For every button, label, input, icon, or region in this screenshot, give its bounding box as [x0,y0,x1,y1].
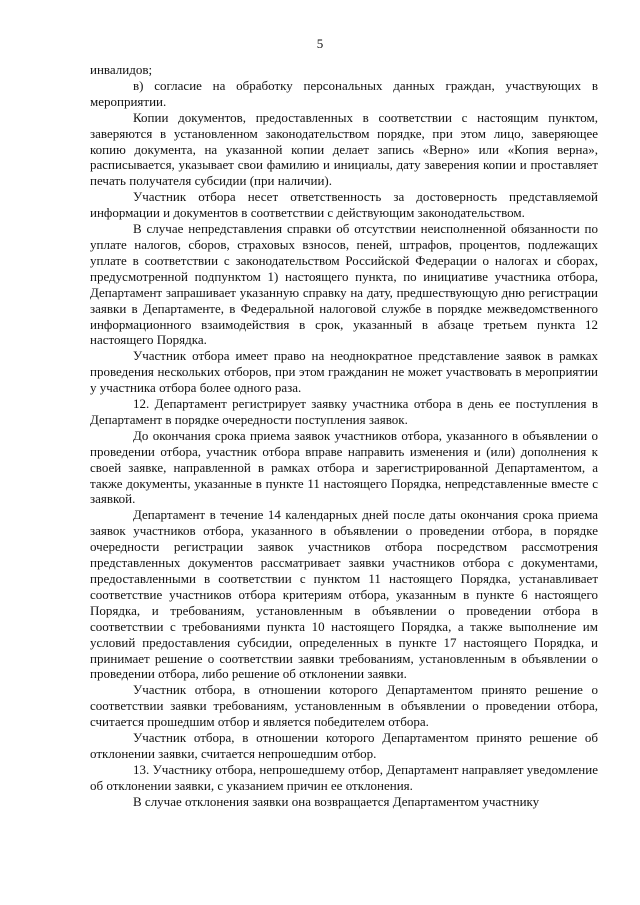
paragraph-return: В случае отклонения заявки она возвращается Департаментом участнику [133,793,540,809]
paragraph-item-12: 12. Департамент регистрирует заявку участника отбора в день ее поступления в Департамент в порядке очередности поступления заявок. [90,396,598,427]
paragraph-winner: Участник отбора, в отношении которого Департаментом принято решение о соответствии заявки требованиям, установленным в объявлении о проведении отбора, считается прошедшим отбор и является победителем отбора. [90,682,598,730]
document-body [90,62,598,810]
paragraph-review: Департамент в течение 14 календарных дней после даты окончания срока приема заявок участников отбора, указанного в объявлении о проведении отбора, в порядке очередности регистрации заявок участников отбора посредством рассмотрения представленных документов рассматривает заявки участников отбора с документами, предоставленными в соответствии с пунктом 11 настоящего Порядка, устанавливает соответствие участников отбора критериям отбора, указанным в пункте 6 настоящего Порядка, и требованиям, установленным в объявлении о проведении отбора в соответствии с требованиями пункта 10 настоящего Порядка, а также выполнение им условий предоставления субсидии, определенных в пункте 17 настоящего Порядка, и принимает решение о соответствии заявки требованиям, установленным в объявлении о проведении отбора, либо решение об отклонении заявки. [90,507,598,682]
paragraph-consent: в) согласие на обработку персональных данных граждан, участвующих в мероприятии. [90,77,598,109]
paragraph-responsibility: Участник отбора несет ответственность за достоверность представляемой информации и документов в соответствии с действующим законодательством. [90,189,598,221]
paragraph-item-13: 13. Участнику отбора, непрошедшему отбор, Департамент направляет уведомление об отклонении заявки, с указанием причин ее отклонения. [90,761,598,793]
paragraph-repeated-applications: Участник отбора имеет право на неоднократное представление заявок в рамках проведения нескольких отборов, при этом гражданин не может участвовать в мероприятии у участника отбора более одного раза. [90,348,598,396]
paragraph-tax-certificate: В случае непредставления справки об отсутствии неисполненной обязанности по уплате налогов, сборов, страховых взносов, пеней, штрафов, процентов, подлежащих уплате в соответствии с законодательством Российской Федерации о налогах и сборах, предусмотренной подпунктом 1) настоящего пункта, по инициативе участника отбора, Департамент запрашивает указанную справку на дату, предшествующую дню регистрации заявки в Департаменте, в Федеральной налоговой службе в порядке межведомственного информационного взаимодействия в срок, указанный в абзаце третьем пункта 12 настоящего Порядка. [90,221,598,348]
paragraph-changes: До окончания срока приема заявок участников отбора, указанного в объявлении о проведении отбора, участник отбора вправе направить изменения и (или) дополнения к своей заявке, направленной в рамках отбора и зарегистрированной Департаментом, а также документы, указанные в пункте 11 настоящего Порядка, непредставленные вместе с заявкой. [90,427,598,507]
paragraph-rejected: Участник отбора, в отношении которого Департаментом принято решение об отклонении заявки, считается непрошедшим отбор. [90,730,598,761]
paragraph-document-copies: Копии документов, предоставленных в соответствии с настоящим пунктом, заверяются в установленном законодательством порядке, при этом лицо, заверяющее копию документа, на указанной копии делает запись «Верно» или «Копия верна», расписывается, указывает свои фамилию и инициалы, дату заверения копии и проставляет печать получателя субсидии (при наличии). [90,109,598,189]
page-number: 5 [316,36,324,51]
paragraph-continuation: инвалидов; [90,62,153,77]
